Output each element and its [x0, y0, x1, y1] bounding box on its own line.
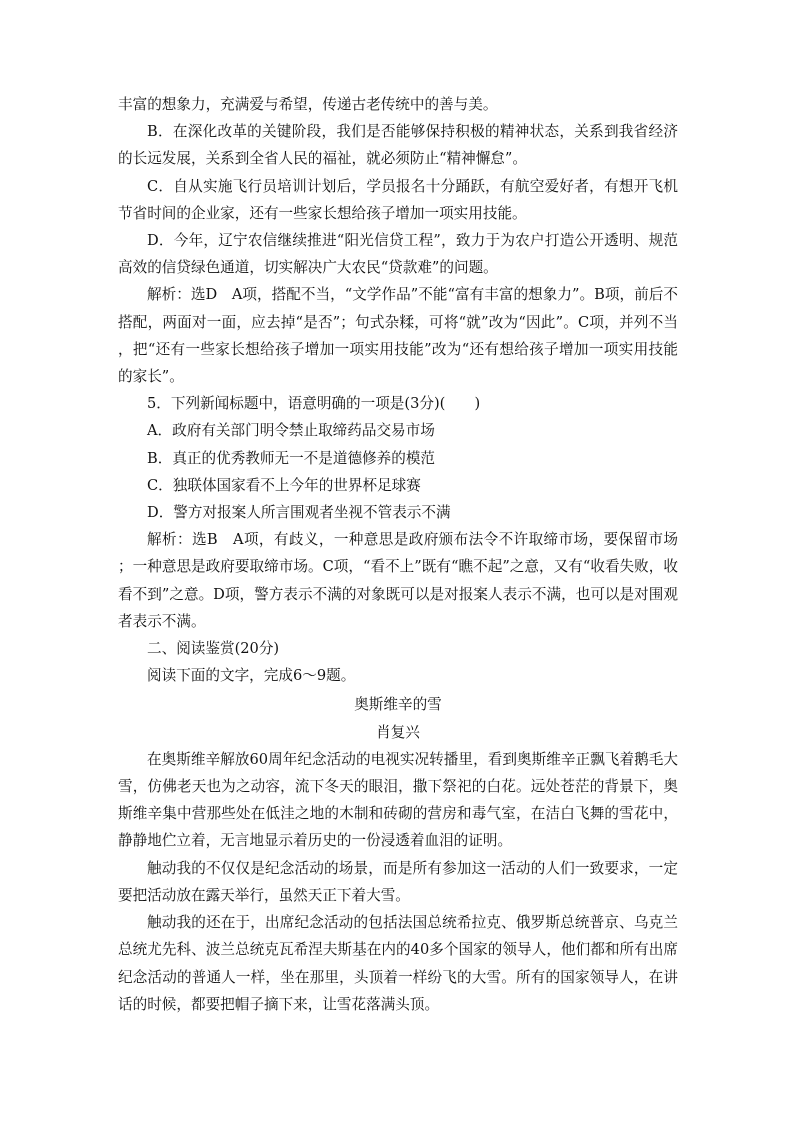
section-heading: 二、阅读鉴赏(20分)	[147, 640, 280, 658]
q4-option-c: C．自从实施飞行员培训计划后，学员报名十分踊跃，有航空爱好者，有想开飞机节省时间的企业家，还有一些家长想给孩子增加一项实用技能。	[118, 177, 678, 222]
q5-stem: 5．下列新闻标题中，语意明确的一项是(3分)( )	[147, 395, 481, 413]
article-title: 奥斯维辛的雪	[354, 696, 442, 714]
reading-instruction: 阅读下面的文字，完成6～9题。	[147, 667, 356, 685]
article-author: 肖复兴	[376, 723, 420, 741]
document-page	[118, 91, 678, 1018]
q4-option-d: D．今年，辽宁农信继续推进“阳光信贷工程”，致力于为农户打造公开透明、规范高效的信贷绿色通道，切实解决广大农民“贷款难”的问题。	[118, 232, 678, 277]
q5-analysis: 解析：选B A项，有歧义，一种意思是政府颁布法令不许取缔市场，要保留市场；一种意思是政府要取缔市场。C项，“看不上”既有“瞧不起”之意，又有“收看失败，收看不到”之意。D项，警方表示不满的对象既可以是对报案人表示不满，也可以是对围观者表示不满。	[118, 531, 678, 630]
q5-option-a: A．政府有关部门明令禁止取缔药品交易市场	[147, 422, 435, 440]
q5-option-c: C．独联体国家看不上今年的世界杯足球赛	[147, 476, 421, 494]
q4-analysis: 解析：选D A项，搭配不当，“文学作品”不能“富有丰富的想象力”。B项，前后不搭配，两面对一面，应去掉“是否”；句式杂糅，可将“就”改为“因此”。C项，并列不当，把“还有一些家长想给孩子增加一项实用技能”改为“还有想给孩子增加一项实用技能的家长”。	[118, 286, 678, 386]
q4-option-a-tail: 丰富的想象力，充满爱与希望，传递古老传统中的善与美。	[118, 96, 498, 113]
q5-option-b: B．真正的优秀教师无一不是道德修养的模范	[147, 449, 436, 467]
article-paragraph: 触动我的还在于，出席纪念活动的包括法国总统希拉克、俄罗斯总统普京、乌克兰总统尤先科、波兰总统克瓦希涅夫斯基在内的40多个国家的领导人，他们都和所有出席纪念活动的普通人一样，坐在那里，头顶着一样纷飞的大雪。所有的国家领导人，在讲话的时候，都要把帽子摘下来，让雪花落满头顶。	[118, 914, 678, 1013]
q4-option-b: B．在深化改革的关键阶段，我们是否能够保持积极的精神状态，关系到我省经济的长远发展，关系到全省人民的福祉，就必须防止“精神懈怠”。	[118, 123, 678, 168]
article-paragraph: 在奥斯维辛解放60周年纪念活动的电视实况转播里，看到奥斯维辛正飘飞着鹅毛大雪，仿佛老天也为之动容，流下冬天的眼泪，撒下祭祀的白花。远处苍茫的背景下，奥斯维辛集中营那些处在低洼之地的木制和砖砌的营房和毒气室，在洁白飞舞的雪花中，静静地伫立着，无言地显示着历史的一份浸透着血泪的证明。	[118, 750, 678, 850]
article-paragraph: 触动我的不仅仅是纪念活动的场景，而是所有参加这一活动的人们一致要求，一定要把活动放在露天举行，虽然天正下着大雪。	[118, 859, 678, 904]
q5-option-d: D．警方对报案人所言围观者坐视不管表示不满	[147, 504, 451, 522]
